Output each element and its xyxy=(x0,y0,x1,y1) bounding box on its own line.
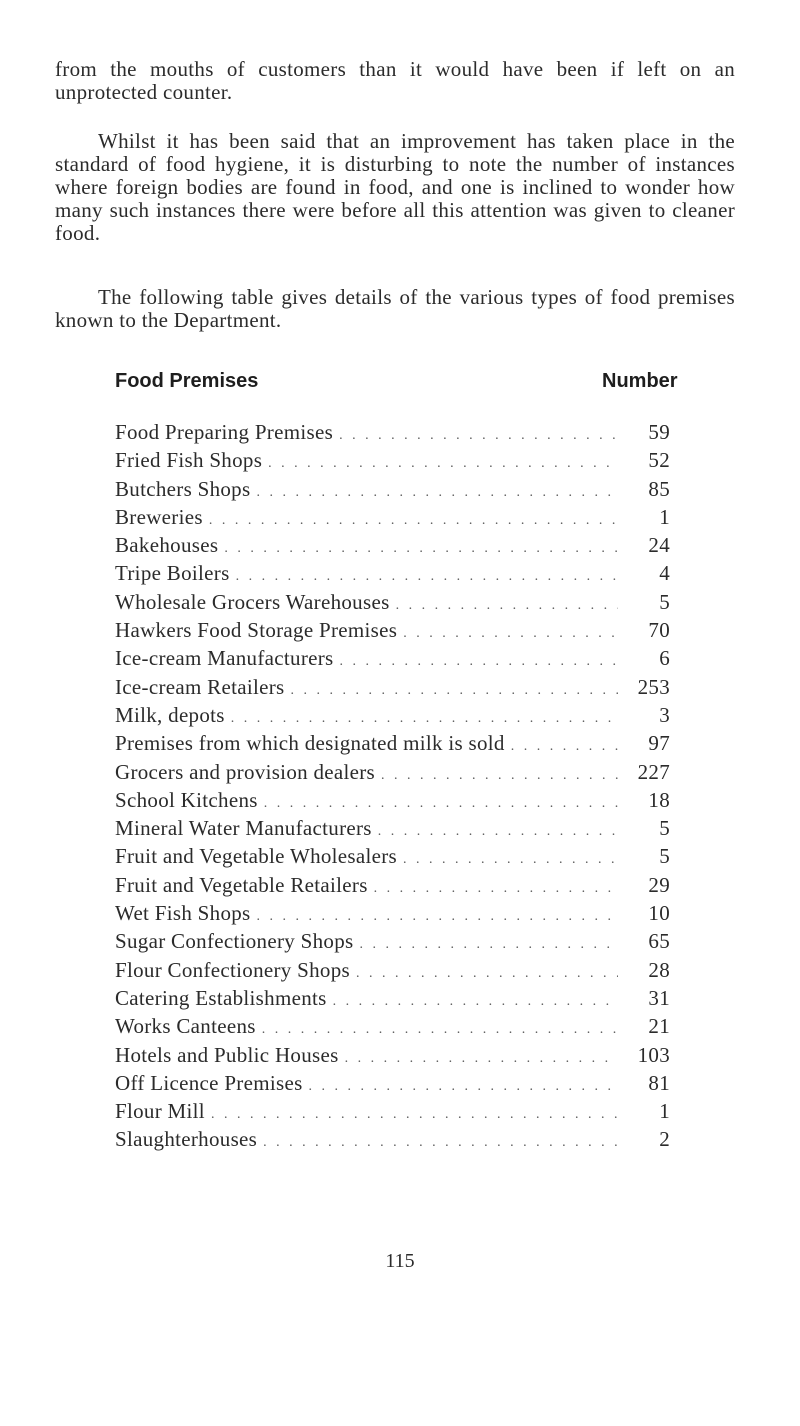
premises-count: 1 xyxy=(659,504,670,529)
premises-type-label: Wholesale Grocers Warehouses xyxy=(115,590,396,615)
table-row xyxy=(115,1127,670,1155)
premises-type-label: Milk, depots xyxy=(115,703,231,728)
table-row xyxy=(115,505,670,533)
premises-type-label: Fried Fish Shops xyxy=(115,448,268,473)
premises-count: 6 xyxy=(659,646,670,671)
dot-leader xyxy=(236,569,618,585)
premises-count: 70 xyxy=(648,618,670,643)
page-number: 115 xyxy=(385,1250,415,1272)
table-row xyxy=(115,533,670,561)
table-header-premises: Food Premises xyxy=(115,370,259,392)
premises-type-label: Tripe Boilers xyxy=(115,561,236,586)
premises-type-label: Grocers and provision dealers xyxy=(115,760,381,785)
premises-count: 85 xyxy=(648,476,670,501)
premises-count: 21 xyxy=(648,1014,670,1039)
premises-type-label: Hawkers Food Storage Premises xyxy=(115,618,403,643)
dot-leader xyxy=(264,796,618,812)
dot-leader xyxy=(224,541,618,557)
dot-leader xyxy=(511,739,618,755)
dot-leader xyxy=(256,485,618,501)
table-row xyxy=(115,873,670,901)
premises-count: 5 xyxy=(659,844,670,869)
table-row xyxy=(115,703,670,731)
premises-count: 227 xyxy=(637,759,670,784)
premises-count: 4 xyxy=(659,561,670,586)
premises-count: 5 xyxy=(659,816,670,841)
table-row xyxy=(115,1071,670,1099)
premises-type-label: Mineral Water Manufacturers xyxy=(115,816,378,841)
dot-leader xyxy=(381,768,618,784)
premises-type-label: Hotels and Public Houses xyxy=(115,1043,345,1068)
dot-leader xyxy=(209,513,618,529)
dot-leader xyxy=(403,626,618,642)
premises-type-label: Fruit and Vegetable Wholesalers xyxy=(115,844,403,869)
dot-leader xyxy=(359,937,618,953)
premises-count: 103 xyxy=(637,1042,670,1067)
premises-count: 31 xyxy=(648,985,670,1010)
table-row xyxy=(115,986,670,1014)
premises-count: 10 xyxy=(648,901,670,926)
table-row xyxy=(115,675,670,703)
premises-type-label: Slaughterhouses xyxy=(115,1127,263,1152)
dot-leader xyxy=(340,654,618,670)
table-header-number: Number xyxy=(602,370,678,392)
dot-leader xyxy=(378,824,618,840)
premises-count: 24 xyxy=(648,533,670,558)
dot-leader xyxy=(291,683,618,699)
table-row xyxy=(115,1043,670,1071)
premises-count: 52 xyxy=(648,448,670,473)
dot-leader xyxy=(339,428,618,444)
premises-count: 81 xyxy=(648,1070,670,1095)
premises-count: 97 xyxy=(648,731,670,756)
premises-type-label: Catering Establishments xyxy=(115,986,333,1011)
dot-leader xyxy=(309,1079,618,1095)
premises-type-label: Fruit and Vegetable Retailers xyxy=(115,873,374,898)
premises-count: 3 xyxy=(659,702,670,727)
dot-leader xyxy=(257,909,618,925)
premises-type-label: Ice-cream Retailers xyxy=(115,675,291,700)
premises-count: 28 xyxy=(648,957,670,982)
table-row xyxy=(115,477,670,505)
table-row xyxy=(115,901,670,929)
table-row xyxy=(115,844,670,872)
dot-leader xyxy=(396,598,618,614)
table-row xyxy=(115,561,670,589)
dot-leader xyxy=(403,852,618,868)
dot-leader xyxy=(211,1107,618,1123)
premises-type-label: Flour Confectionery Shops xyxy=(115,958,356,983)
premises-count: 2 xyxy=(659,1127,670,1152)
premises-type-label: Off Licence Premises xyxy=(115,1071,309,1096)
table-row xyxy=(115,448,670,476)
dot-leader xyxy=(263,1135,618,1151)
table-row xyxy=(115,816,670,844)
paragraph-table-intro: The following table gives details of the various types of food premises known to the Department. xyxy=(55,285,735,332)
dot-leader xyxy=(345,1051,618,1067)
premises-count: 59 xyxy=(648,420,670,444)
dot-leader xyxy=(374,881,618,897)
dot-leader xyxy=(262,1022,618,1038)
premises-count: 65 xyxy=(648,929,670,954)
dot-leader xyxy=(333,994,618,1010)
premises-count: 1 xyxy=(659,1099,670,1124)
table-row xyxy=(115,760,670,788)
premises-type-label: Sugar Confectionery Shops xyxy=(115,929,359,954)
premises-type-label: Flour Mill xyxy=(115,1099,211,1124)
premises-type-label: Premises from which designated milk is sold xyxy=(115,731,511,756)
table-row xyxy=(115,1099,670,1127)
premises-count: 18 xyxy=(648,787,670,812)
table-row xyxy=(115,646,670,674)
table-row xyxy=(115,929,670,957)
dot-leader xyxy=(356,966,618,982)
paragraph-continuation: from the mouths of customers than it would have been if left on an unprotected counter. xyxy=(55,57,735,104)
dot-leader xyxy=(231,711,618,727)
premises-count: 5 xyxy=(659,589,670,614)
paragraph-hygiene: Whilst it has been said that an improvement has taken place in the standard of food hygiene, it is disturbing to note the number of instances where foreign bodies are found in food, and one is inclined to wonder how many such instances there were before all this attention was given to cleaner food. xyxy=(55,129,735,245)
dot-leader xyxy=(268,456,618,472)
table-row xyxy=(115,590,670,618)
premises-type-label: Works Canteens xyxy=(115,1014,262,1039)
premises-type-label: Wet Fish Shops xyxy=(115,901,257,926)
premises-type-label: Bakehouses xyxy=(115,533,224,558)
table-row xyxy=(115,731,670,759)
table-row xyxy=(115,958,670,986)
premises-type-label: Ice-cream Manufacturers xyxy=(115,646,340,671)
premises-type-label: Butchers Shops xyxy=(115,477,256,502)
premises-type-label: Breweries xyxy=(115,505,209,530)
table-row xyxy=(115,420,670,448)
table-row xyxy=(115,1014,670,1042)
premises-type-label: Food Preparing Premises xyxy=(115,420,339,445)
table-row xyxy=(115,788,670,816)
premises-table xyxy=(115,420,670,1156)
table-row xyxy=(115,618,670,646)
premises-count: 253 xyxy=(637,674,670,699)
premises-type-label: School Kitchens xyxy=(115,788,264,813)
premises-count: 29 xyxy=(648,872,670,897)
